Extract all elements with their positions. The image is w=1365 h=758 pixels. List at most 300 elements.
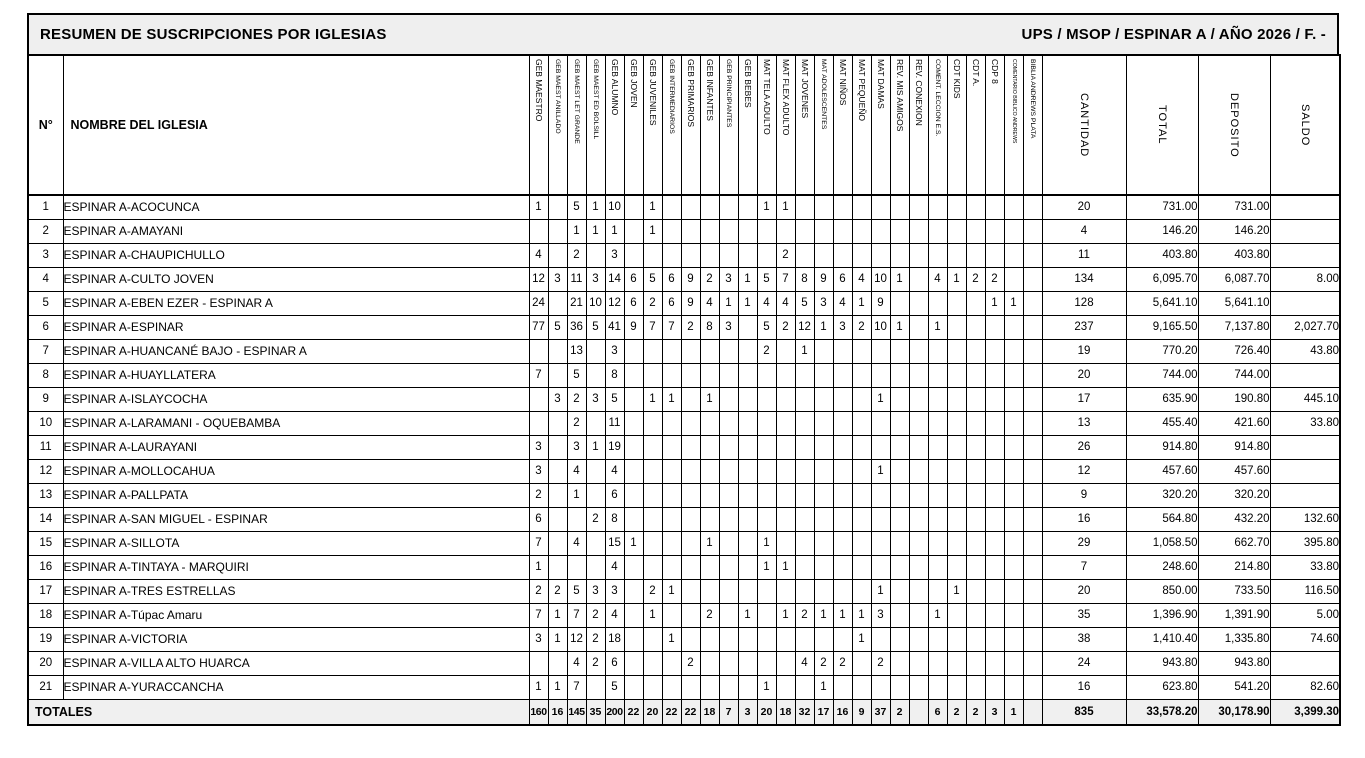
table-row (28, 411, 1340, 435)
product-count: 1 (776, 555, 795, 579)
product-count (1023, 195, 1042, 219)
product-count (947, 507, 966, 531)
product-count: 1 (928, 603, 947, 627)
product-count (928, 531, 947, 555)
total-value: 6,095.70 (1126, 267, 1198, 291)
church-name: ESPINAR A-ACOCUNCA (63, 195, 529, 219)
product-count: 2 (795, 603, 814, 627)
product-count (966, 387, 985, 411)
col-header-coment-leccion-e-s (928, 55, 947, 195)
total-value: 564.80 (1126, 507, 1198, 531)
product-count (966, 291, 985, 315)
product-count (548, 483, 567, 507)
product-count (1023, 315, 1042, 339)
product-count (852, 339, 871, 363)
product-count (681, 555, 700, 579)
product-count: 1 (662, 579, 681, 603)
table-header (28, 55, 1340, 195)
product-count (776, 507, 795, 531)
cantidad-value: 13 (1042, 411, 1126, 435)
col-header-cdt-a (966, 55, 985, 195)
total-value: 1,058.50 (1126, 531, 1198, 555)
saldo-value: 395.80 (1270, 531, 1340, 555)
product-count (700, 363, 719, 387)
report-scope: UPS / MSOP / ESPINAR A / AÑO 2026 / F. - (1021, 26, 1326, 43)
product-count: 1 (700, 531, 719, 555)
totals-product-count: 9 (852, 699, 871, 725)
col-header-geb-joven (624, 55, 643, 195)
product-count (700, 243, 719, 267)
product-count (1004, 603, 1023, 627)
product-count: 9 (681, 267, 700, 291)
product-count (643, 675, 662, 699)
product-count (624, 411, 643, 435)
col-header-label: COMENTARIO BIBLICO ANDREWS (1011, 59, 1018, 144)
product-count (624, 555, 643, 579)
product-count: 6 (529, 507, 548, 531)
product-count (681, 627, 700, 651)
product-count (1004, 507, 1023, 531)
product-count (852, 483, 871, 507)
product-count (700, 507, 719, 531)
product-count (681, 219, 700, 243)
col-header-label: TOTAL (1156, 105, 1168, 145)
product-count (776, 411, 795, 435)
product-count: 7 (643, 315, 662, 339)
product-count (890, 603, 909, 627)
product-count (757, 483, 776, 507)
total-value: 850.00 (1126, 579, 1198, 603)
cantidad-value: 20 (1042, 363, 1126, 387)
product-count (985, 555, 1004, 579)
product-count (985, 651, 1004, 675)
col-header-deposito (1198, 55, 1270, 195)
totals-product-count: 18 (776, 699, 795, 725)
product-count (643, 507, 662, 531)
product-count (852, 243, 871, 267)
totals-deposito: 30,178.90 (1198, 699, 1270, 725)
product-count: 1 (928, 315, 947, 339)
product-count: 1 (947, 267, 966, 291)
product-count: 10 (605, 195, 624, 219)
product-count: 41 (605, 315, 624, 339)
saldo-value (1270, 291, 1340, 315)
product-count (947, 483, 966, 507)
church-name: ESPINAR A-MOLLOCAHUA (63, 459, 529, 483)
product-count (814, 243, 833, 267)
church-name: ESPINAR A-ESPINAR (63, 315, 529, 339)
report-page (27, 13, 1339, 726)
product-count: 1 (814, 675, 833, 699)
product-count (548, 459, 567, 483)
product-count (738, 219, 757, 243)
product-count: 6 (624, 291, 643, 315)
product-count: 2 (586, 507, 605, 531)
product-count (814, 483, 833, 507)
product-count (890, 363, 909, 387)
product-count (700, 219, 719, 243)
church-name: ESPINAR A-TINTAYA - MARQUIRI (63, 555, 529, 579)
product-count (738, 243, 757, 267)
product-count: 3 (871, 603, 890, 627)
col-header-rev-mis-amigos (890, 55, 909, 195)
product-count (871, 219, 890, 243)
product-count: 7 (529, 363, 548, 387)
col-header-geb-intermediarios (662, 55, 681, 195)
product-count (833, 507, 852, 531)
product-count (586, 483, 605, 507)
product-count (814, 387, 833, 411)
product-count: 5 (757, 315, 776, 339)
col-header-mat-jovenes (795, 55, 814, 195)
deposito-value: 432.20 (1198, 507, 1270, 531)
product-count (947, 531, 966, 555)
row-number: 4 (28, 267, 63, 291)
product-count (985, 315, 1004, 339)
product-count: 11 (605, 411, 624, 435)
product-count (776, 675, 795, 699)
product-count: 1 (776, 195, 795, 219)
col-header-label: MAT JOVENES (799, 59, 810, 119)
product-count (890, 411, 909, 435)
product-count (757, 411, 776, 435)
product-count (624, 339, 643, 363)
product-count: 9 (624, 315, 643, 339)
product-count: 2 (776, 315, 795, 339)
product-count (738, 555, 757, 579)
product-count (776, 435, 795, 459)
totals-product-count: 6 (928, 699, 947, 725)
product-count: 8 (795, 267, 814, 291)
product-count (966, 603, 985, 627)
church-name: ESPINAR A-ISLAYCOCHA (63, 387, 529, 411)
row-number: 5 (28, 291, 63, 315)
product-count: 4 (605, 603, 624, 627)
product-count (966, 483, 985, 507)
product-count (738, 363, 757, 387)
product-count: 1 (757, 531, 776, 555)
total-value: 1,396.90 (1126, 603, 1198, 627)
saldo-value: 33.80 (1270, 555, 1340, 579)
col-header-label: GEB INFANTES (704, 59, 715, 121)
product-count: 1 (700, 387, 719, 411)
product-count (852, 555, 871, 579)
product-count (1004, 579, 1023, 603)
product-count: 4 (852, 267, 871, 291)
totals-product-count: 2 (890, 699, 909, 725)
product-count: 1 (719, 291, 738, 315)
product-count (795, 483, 814, 507)
product-count (795, 507, 814, 531)
totals-product-count: 22 (624, 699, 643, 725)
product-count (814, 579, 833, 603)
cantidad-value: 17 (1042, 387, 1126, 411)
product-count (776, 627, 795, 651)
product-count (890, 243, 909, 267)
col-header-number: N° (28, 55, 63, 195)
product-count: 2 (548, 579, 567, 603)
totals-product-count: 145 (567, 699, 586, 725)
saldo-value: 43.80 (1270, 339, 1340, 363)
product-count (852, 507, 871, 531)
product-count (795, 459, 814, 483)
product-count (966, 675, 985, 699)
product-count (966, 243, 985, 267)
col-header-label: GEB PRIMARIOS (685, 59, 696, 128)
product-count (1004, 627, 1023, 651)
totals-product-count: 32 (795, 699, 814, 725)
deposito-value: 403.80 (1198, 243, 1270, 267)
col-header-label: GEB MAEST ED BOLSILL (592, 59, 600, 140)
totals-row (28, 699, 1340, 725)
product-count (586, 363, 605, 387)
product-count (643, 627, 662, 651)
col-header-geb-maest-let-grande (567, 55, 586, 195)
product-count (681, 675, 700, 699)
product-count (966, 507, 985, 531)
product-count (833, 483, 852, 507)
product-count (890, 195, 909, 219)
product-count: 1 (567, 219, 586, 243)
product-count: 4 (833, 291, 852, 315)
product-count: 10 (871, 315, 890, 339)
product-count: 2 (586, 651, 605, 675)
cantidad-value: 134 (1042, 267, 1126, 291)
product-count (909, 675, 928, 699)
product-count (719, 459, 738, 483)
product-count (947, 603, 966, 627)
product-count: 1 (586, 435, 605, 459)
product-count (852, 435, 871, 459)
product-count: 7 (567, 675, 586, 699)
product-count (1004, 531, 1023, 555)
saldo-value (1270, 243, 1340, 267)
product-count (548, 411, 567, 435)
product-count (1023, 507, 1042, 531)
product-count: 1 (662, 627, 681, 651)
product-count: 1 (643, 219, 662, 243)
product-count (795, 435, 814, 459)
product-count (681, 603, 700, 627)
totals-product-count: 2 (966, 699, 985, 725)
product-count (662, 651, 681, 675)
product-count (909, 555, 928, 579)
product-count: 1 (586, 195, 605, 219)
col-header-label: GEB BEBES (742, 59, 753, 108)
product-count (890, 579, 909, 603)
product-count (624, 603, 643, 627)
row-number: 9 (28, 387, 63, 411)
product-count (890, 291, 909, 315)
product-count (624, 219, 643, 243)
col-header-label: MAT DAMAS (875, 59, 886, 109)
product-count (1004, 459, 1023, 483)
product-count (871, 411, 890, 435)
col-header-label: BIBLIA ANDREWS PLATA (1029, 59, 1037, 139)
product-count (928, 411, 947, 435)
product-count (833, 627, 852, 651)
product-count (833, 531, 852, 555)
product-count: 2 (833, 651, 852, 675)
deposito-value: 662.70 (1198, 531, 1270, 555)
product-count (909, 363, 928, 387)
product-count (852, 675, 871, 699)
product-count (1023, 411, 1042, 435)
product-count (624, 579, 643, 603)
product-count (909, 507, 928, 531)
total-value: 403.80 (1126, 243, 1198, 267)
product-count (719, 195, 738, 219)
row-number: 10 (28, 411, 63, 435)
totals-product-count (1023, 699, 1042, 725)
product-count (700, 195, 719, 219)
saldo-value (1270, 219, 1340, 243)
product-count (662, 219, 681, 243)
saldo-value (1270, 483, 1340, 507)
product-count (643, 651, 662, 675)
product-count (529, 411, 548, 435)
product-count (966, 363, 985, 387)
deposito-value: 744.00 (1198, 363, 1270, 387)
product-count (776, 339, 795, 363)
product-count: 3 (529, 435, 548, 459)
product-count (890, 483, 909, 507)
totals-product-count: 22 (681, 699, 700, 725)
col-header-cdp-8 (985, 55, 1004, 195)
product-count: 2 (567, 243, 586, 267)
product-count: 3 (586, 267, 605, 291)
cantidad-value: 237 (1042, 315, 1126, 339)
product-count: 5 (567, 363, 586, 387)
deposito-value: 731.00 (1198, 195, 1270, 219)
row-number: 15 (28, 531, 63, 555)
product-count: 1 (833, 603, 852, 627)
product-count (871, 195, 890, 219)
col-header-label: MAT NIÑOS (837, 59, 848, 106)
product-count: 12 (567, 627, 586, 651)
product-count (928, 675, 947, 699)
saldo-value: 132.60 (1270, 507, 1340, 531)
product-count (833, 243, 852, 267)
product-count (890, 651, 909, 675)
product-count (947, 459, 966, 483)
product-count (662, 195, 681, 219)
product-count: 19 (605, 435, 624, 459)
product-count (586, 555, 605, 579)
product-count (719, 411, 738, 435)
product-count (643, 435, 662, 459)
saldo-value: 445.10 (1270, 387, 1340, 411)
col-header-saldo (1270, 55, 1340, 195)
product-count: 4 (700, 291, 719, 315)
church-name: ESPINAR A-HUANCANÉ BAJO - ESPINAR A (63, 339, 529, 363)
cantidad-value: 20 (1042, 195, 1126, 219)
table-row (28, 507, 1340, 531)
product-count: 3 (548, 387, 567, 411)
product-count (681, 363, 700, 387)
product-count (985, 387, 1004, 411)
total-value: 320.20 (1126, 483, 1198, 507)
product-count (681, 195, 700, 219)
product-count (700, 339, 719, 363)
product-count: 21 (567, 291, 586, 315)
product-count (776, 459, 795, 483)
cantidad-value: 26 (1042, 435, 1126, 459)
product-count (928, 483, 947, 507)
product-count (928, 507, 947, 531)
product-count (833, 411, 852, 435)
product-count: 4 (605, 459, 624, 483)
product-count (909, 603, 928, 627)
product-count: 1 (643, 195, 662, 219)
col-header-label: GEB JOVEN (628, 59, 639, 108)
table-row (28, 339, 1340, 363)
totals-product-count: 17 (814, 699, 833, 725)
col-header-label: MAT TELA ADULTO (761, 59, 772, 135)
product-count (1023, 291, 1042, 315)
church-name: ESPINAR A-Túpac Amaru (63, 603, 529, 627)
totals-saldo: 3,399.30 (1270, 699, 1340, 725)
product-count (662, 603, 681, 627)
product-count: 1 (852, 291, 871, 315)
product-count: 4 (567, 651, 586, 675)
row-number: 16 (28, 555, 63, 579)
table-row (28, 675, 1340, 699)
church-name: ESPINAR A-VILLA ALTO HUARCA (63, 651, 529, 675)
product-count (776, 651, 795, 675)
product-count: 1 (624, 531, 643, 555)
product-count (928, 579, 947, 603)
product-count (643, 339, 662, 363)
totals-product-count: 7 (719, 699, 738, 725)
product-count (814, 363, 833, 387)
saldo-value: 8.00 (1270, 267, 1340, 291)
product-count (719, 627, 738, 651)
product-count (586, 531, 605, 555)
product-count (624, 387, 643, 411)
product-count (928, 435, 947, 459)
col-header-rev-conexion (909, 55, 928, 195)
product-count (852, 459, 871, 483)
product-count (1004, 315, 1023, 339)
product-count (776, 387, 795, 411)
product-count (1023, 243, 1042, 267)
product-count (985, 435, 1004, 459)
product-count (814, 411, 833, 435)
product-count (738, 459, 757, 483)
product-count (871, 675, 890, 699)
table-body (28, 195, 1340, 725)
deposito-value: 190.80 (1198, 387, 1270, 411)
product-count: 2 (985, 267, 1004, 291)
product-count (947, 627, 966, 651)
row-number: 7 (28, 339, 63, 363)
col-header-geb-maest-ed-bolsill (586, 55, 605, 195)
product-count (719, 387, 738, 411)
product-count (738, 195, 757, 219)
product-count: 3 (605, 243, 624, 267)
cantidad-value: 20 (1042, 579, 1126, 603)
product-count (719, 483, 738, 507)
product-count (776, 219, 795, 243)
product-count (985, 363, 1004, 387)
product-count (852, 387, 871, 411)
product-count (738, 579, 757, 603)
product-count (624, 435, 643, 459)
product-count (985, 675, 1004, 699)
row-number: 2 (28, 219, 63, 243)
deposito-value: 457.60 (1198, 459, 1270, 483)
